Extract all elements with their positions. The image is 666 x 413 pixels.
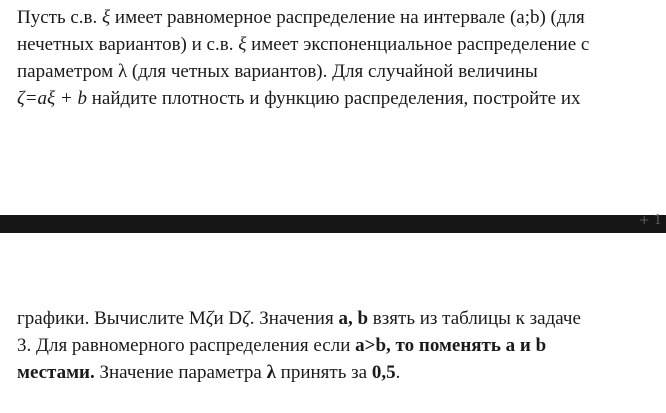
bold-ab: a, b [338,308,369,329]
problem-text-bottom [17,305,581,386]
text-run: взять из таблицы к задаче [368,308,581,329]
text-run: нечетных вариантов) и с.в. [17,34,239,55]
text-run: Пусть с.в. [17,7,103,28]
text-line [17,85,589,112]
zeta-symbol: ζ [242,308,250,329]
zeta-symbol: ζ [205,308,214,329]
text-line [17,31,589,58]
text-run: параметром λ (для четных вариантов). Для случайной величины [17,61,538,82]
xi-symbol: ξ [102,7,111,28]
text-run: имеет равномерное распределение на интервале (a;b) (для [110,7,585,28]
text-run: принять за [275,362,372,383]
text-run: и D [213,308,243,329]
xi-symbol: ξ [238,34,247,55]
text-run: найдите плотность и функцию распределения, постройте их [86,88,581,109]
zeta-formula: ζ=aξ + b [17,88,87,109]
text-line [17,4,589,31]
problem-text-top [17,4,589,112]
text-run: 3. Для равномерного распределения если [17,335,356,356]
bold-lambda: λ [266,362,276,383]
text-line [17,58,589,85]
text-line [17,305,581,332]
dark-separator-band [0,215,666,233]
text-run: имеет экспоненциальное распределение с [246,34,590,55]
text-line [17,332,581,359]
text-run: графики. Вычислите M [17,308,206,329]
bold-value: 0,5 [371,362,396,383]
band-mark: + 1 [638,213,662,228]
text-line [17,359,581,386]
bold-swap: местами. [17,362,95,383]
bold-condition: a>b, то поменять a и b [355,335,547,356]
text-run: . Значения [249,308,339,329]
text-run: . [395,362,401,383]
text-run: Значение параметра [94,362,267,383]
